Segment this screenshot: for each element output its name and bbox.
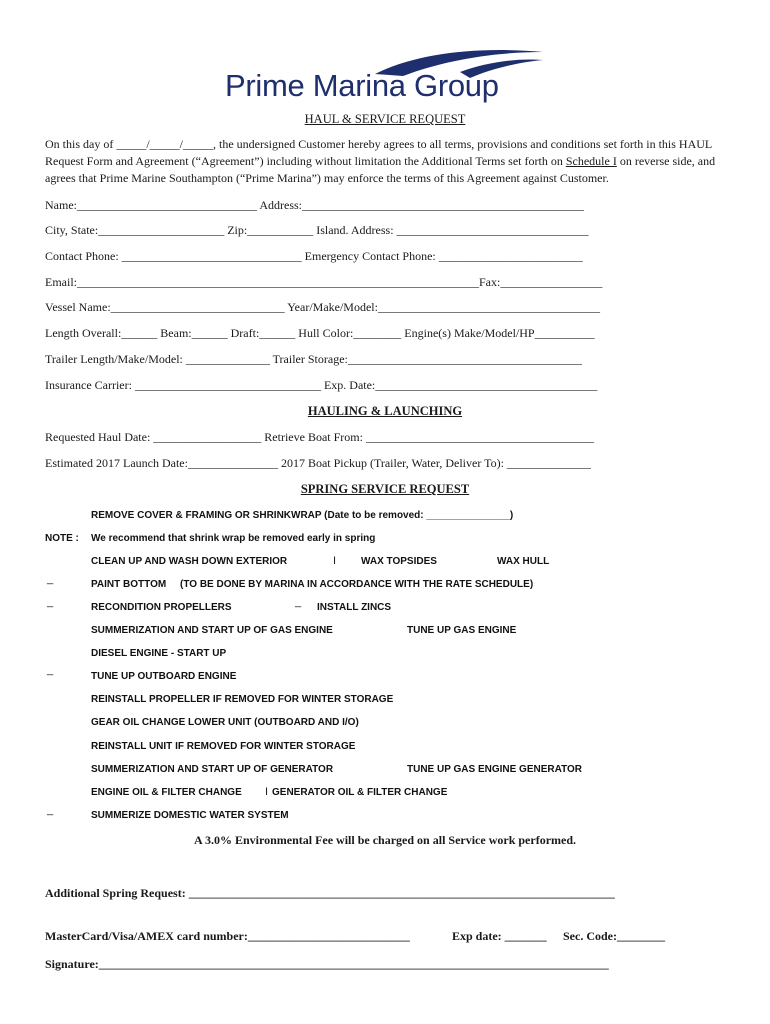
checkbox-blank[interactable]: _	[47, 596, 54, 608]
intro-paragraph	[45, 136, 735, 187]
hauling-heading: HAULING & LAUNCHING	[307, 404, 463, 418]
diesel-option[interactable]: DIESEL ENGINE - START UP	[91, 648, 227, 659]
reinstall-propeller-option[interactable]: REINSTALL PROPELLER IF REMOVED FOR WINTER STORAGE	[91, 694, 394, 705]
intro-text-1: On this day of _____/_____/_____, the undersigned Customer hereby agrees to all terms, provisions and conditions set forth in this HAUL Request Form and Agreement (“Agreement”) including without limitation the Additional Terms set forth on	[45, 137, 712, 168]
signature-field[interactable]: Signature:_____________________________________________________________________________________	[45, 957, 609, 971]
tune-outboard-option[interactable]: TUNE UP OUTBOARD ENGINE	[91, 671, 237, 682]
intro-text-2: on reverse side, and agrees that Prime Marine Southampton (“Prime Marina”) may enforce the terms of this Agreement against Customer.	[45, 154, 716, 185]
checkbox-blank[interactable]: _	[47, 804, 54, 816]
wax-hull-option[interactable]: WAX HULL	[497, 556, 550, 567]
spring-heading: SPRING SERVICE REQUEST	[300, 482, 470, 496]
vessel-name-field[interactable]: Vessel Name:_____________________________ Year/Make/Model:_____________________________________	[45, 300, 600, 314]
name-address-field[interactable]: Name:______________________________ Address:_______________________________________________	[45, 198, 584, 212]
additional-request-field[interactable]: Additional Spring Request: _______________________________________________________________________	[45, 886, 615, 900]
logo-text: Prime Marina Group	[225, 68, 499, 103]
domestic-water-option[interactable]: SUMMERIZE DOMESTIC WATER SYSTEM	[91, 810, 289, 821]
company-logo	[225, 42, 545, 104]
paint-bottom-note: (TO BE DONE BY MARINA IN ACCORDANCE WITH THE RATE SCHEDULE)	[180, 579, 534, 590]
checkbox-mark[interactable]: I	[333, 555, 337, 567]
checkbox-mark[interactable]: I	[265, 786, 269, 798]
install-zincs-option[interactable]: INSTALL ZINCS	[317, 602, 392, 613]
card-number-field[interactable]: MasterCard/Visa/AMEX card number:___________________________	[45, 929, 410, 943]
checkbox-blank[interactable]: _	[47, 573, 54, 585]
recondition-propellers-option[interactable]: RECONDITION PROPELLERS	[91, 602, 232, 613]
tune-generator-option[interactable]: TUNE UP GAS ENGINE GENERATOR	[407, 764, 583, 775]
vessel-dimensions-field[interactable]: Length Overall:______ Beam:______ Draft:______ Hull Color:________ Engine(s) Make/Model/HP__________	[45, 326, 595, 340]
reinstall-unit-option[interactable]: REINSTALL UNIT IF REMOVED FOR WINTER STORAGE	[91, 741, 356, 752]
paint-bottom-option[interactable]: PAINT BOTTOM	[91, 579, 167, 590]
tune-gas-option[interactable]: TUNE UP GAS ENGINE	[407, 625, 517, 636]
checkbox-blank[interactable]: _	[47, 664, 54, 676]
wax-topsides-option[interactable]: WAX TOPSIDES	[361, 556, 437, 567]
insurance-field[interactable]: Insurance Carrier: _______________________________ Exp. Date:_____________________________________	[45, 378, 598, 392]
trailer-field[interactable]: Trailer Length/Make/Model: ______________ Trailer Storage:_______________________________________	[45, 352, 582, 366]
summerization-gas-option[interactable]: SUMMERIZATION AND START UP OF GAS ENGINE	[91, 625, 333, 636]
page-title: HAUL & SERVICE REQUEST	[304, 112, 466, 126]
fee-note: A 3.0% Environmental Fee will be charged on all Service work performed.	[193, 833, 577, 847]
exp-date-field[interactable]: Exp date: _______	[452, 929, 547, 943]
note-text: We recommend that shrink wrap be removed early in spring	[91, 533, 376, 544]
haul-date-field[interactable]: Requested Haul Date: __________________ Retrieve Boat From: ______________________________________	[45, 430, 594, 444]
gear-oil-option[interactable]: GEAR OIL CHANGE LOWER UNIT (OUTBOARD AND I/O)	[91, 717, 359, 728]
engine-oil-option[interactable]: ENGINE OIL & FILTER CHANGE	[91, 787, 242, 798]
generator-oil-option[interactable]: GENERATOR OIL & FILTER CHANGE	[272, 787, 448, 798]
checkbox-blank[interactable]: _	[295, 596, 302, 608]
schedule-link[interactable]: Schedule I	[565, 154, 617, 168]
launch-date-field[interactable]: Estimated 2017 Launch Date:_______________ 2017 Boat Pickup (Trailer, Water, Deliver To): ______________	[45, 456, 591, 470]
remove-cover-option[interactable]: REMOVE COVER & FRAMING OR SHRINKWRAP (Date to be removed: _______________)	[91, 510, 514, 521]
email-fax-field[interactable]: Email:___________________________________________________________________Fax:_________________	[45, 275, 603, 289]
summerization-generator-option[interactable]: SUMMERIZATION AND START UP OF GENERATOR	[91, 764, 334, 775]
contact-phone-field[interactable]: Contact Phone: ______________________________ Emergency Contact Phone: ________________________	[45, 249, 583, 263]
sec-code-field[interactable]: Sec. Code:________	[563, 929, 665, 943]
note-label: NOTE :	[45, 533, 79, 544]
clean-option[interactable]: CLEAN UP AND WASH DOWN EXTERIOR	[91, 556, 288, 567]
city-zip-field[interactable]: City, State:_____________________ Zip:___________ Island. Address: ________________________________	[45, 223, 589, 237]
